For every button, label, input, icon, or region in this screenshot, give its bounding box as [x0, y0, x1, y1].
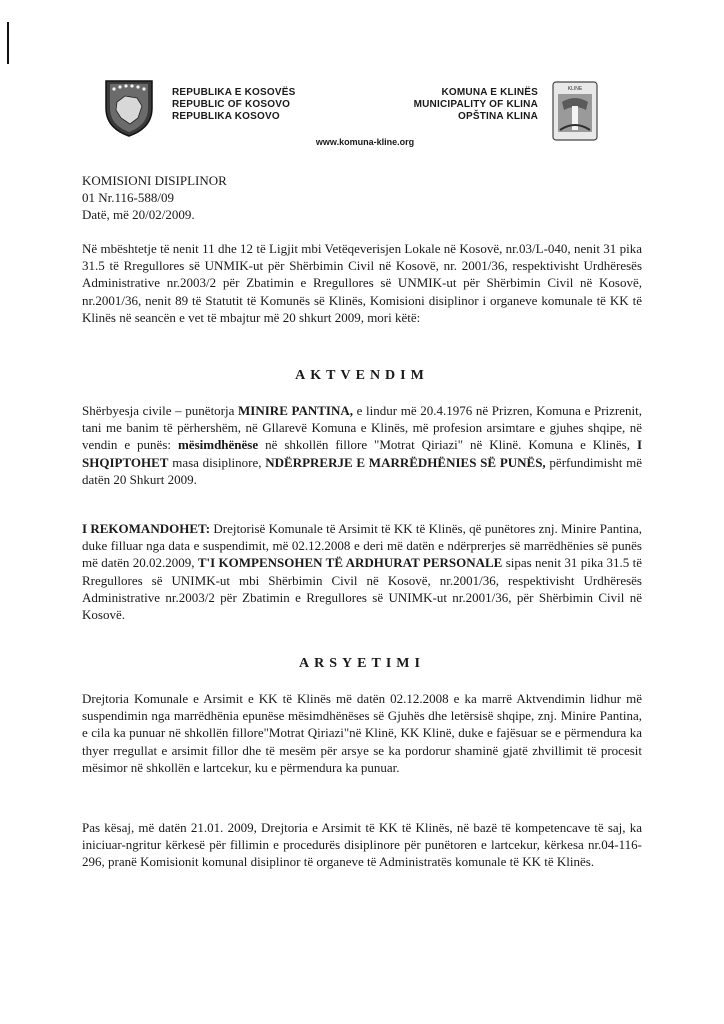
compensation-clause: T'I KOMPENSOHEN TË ARDHURAT PERSONALE — [197, 555, 503, 571]
klina-municipality-logo-icon — [550, 80, 600, 144]
decision-text-1: Shërbyesja civile – punëtorja — [82, 403, 239, 418]
employee-position: mësimdhënëse — [177, 437, 259, 453]
document-number: 01 Nr.116-588/09 — [82, 190, 174, 205]
recommendation-paragraph — [82, 520, 642, 623]
disciplinary-measure: NDËRPRERJE E MARRËDHËNIES SË PUNËS, — [265, 454, 546, 470]
employee-name: MINIRE PANTINA, — [238, 403, 354, 418]
reasoning-paragraph-2: Pas kësaj, më datën 21.01. 2009, Drejtoria e Arsimit të KK të Klinës, në bazë të kompetencave të saj, ka iniciuar-ngritur kërkesë për fillimin e procedurës disiplinore për punëtoren e lartcekur, kërkesa nr.04-116-296, pranë Komisionit komunal disiplinor të organeve të Administratës komunale të KK të Klinës. — [82, 820, 642, 870]
municipality-name-english: MUNICIPALITY OF KLINA — [413, 99, 538, 110]
intro-paragraph: Në mbështetje të nenit 11 dhe 12 të Ligjit mbi Vetëqeverisjen Lokale në Kosovë, nr.03/L-040, nenit 31 pika 31.5 të Rregullores së UNMIK-ut për Shërbimin Civil në Kosovë, nr. 2001/36, respektivisht Urdhëresës Administrative nr.2003/2 për Zbatimin e Rregullores së UNMIK-ut për Shërbimin Civil në Kosovë, nr.2001/36, nenit 89 të Statutit të Komunës së Klinës, Komisioni disiplinor i organeve komunale të KK të Klinës në seancën e vet të mbajtur më 20 shkurt 2009, mori këtë: — [82, 241, 642, 325]
municipality-name-serbian: OPŠTINA KLINA — [457, 111, 538, 122]
decision-text-3: në shkollën fillore "Motrat Qiriazi" në Klinë. Komuna e Klinës, — [258, 437, 637, 453]
logo-text: KLINE — [567, 86, 583, 92]
decision-text-4: masa disiplinore, — [168, 454, 266, 470]
reasoning-paragraph-1: Drejtoria Komunale e Arsimit e KK të Klinës më datën 02.12.2008 e ka marrë Aktvendimin lidhur më suspendimin nga marrëdhënia epunëse mësimdhënëses së Gjuhës dhe letërsisë shqipe, znj. Minire Pantina, e cila ka punuar në shkollën fillore"Motrat Qiriazi"në Klinë, KK Klinë, duke e fajësuar se e përmendura ka thyer rregullat e arsimit fillor dhe të mesëm për arsye se ka pordorur shaminë gjatë zhvillimit të procesit mësimor në shkollën e lartcekur, ku e përmendura ka punuar. — [82, 691, 642, 775]
kosovo-coat-of-arms-icon — [103, 78, 155, 138]
decision-text-5: përfundimisht më datën 20 Shkurt 2009. — [82, 454, 642, 487]
decision-heading: AKTVENDIM — [295, 368, 429, 383]
document-date: Datë, më 20/02/2009. — [82, 207, 195, 222]
republic-name-serbian: REPUBLIKA KOSOVO — [172, 111, 280, 122]
recommendation-label: I REKOMANDOHET: — [82, 521, 211, 536]
municipality-heading — [414, 87, 538, 123]
republic-name-english: REPUBLIC OF KOSOVO — [172, 99, 291, 110]
imposed-label: I SHQIPTOHET — [82, 437, 643, 470]
commission-name: KOMISIONI DISIPLINOR — [82, 173, 227, 188]
decision-paragraph — [82, 402, 642, 488]
website-line — [0, 137, 724, 147]
recommendation-text-1: Drejtorisë Komunale të Arsimit të KK të Klinës, që punëtores znj. Minire Pantina, duke filluar nga data e suspendimit, më 02.12.2008 e deri më datën e ndërprerjes së marrëdhënies së punës më datën 20.02.2009, — [82, 521, 642, 571]
recommendation-text-2: sipas nenit 31 pika 31.5 të Rregullores së UNIMK-ut mbi Shërbimin Civil në Kosovë, nr.2001/36, respektivisht Urdhëresës Administrative nr.2003/2 për Zbatimin e Rregullores së UNIMK-ut nr.2001/36, për Shërbimin Civil në Kosovë. — [82, 555, 642, 623]
scan-margin-mark — [7, 22, 9, 64]
letterhead — [0, 74, 724, 160]
decision-text-2: e lindur më 20.4.1976 në Prizren, Komuna e Prizrenit, tani me banim të përhershëm, në Gllarevë Komuna e Klinës, më profesion arsimtare e gjuhes shqipe, në vendin e punës: — [82, 403, 642, 453]
website-link[interactable]: www.komuna-kline.org — [315, 137, 415, 147]
document-reference — [82, 172, 227, 223]
republic-heading — [172, 87, 295, 123]
municipality-name-albanian: KOMUNA E KLINËS — [441, 87, 538, 98]
reasoning-heading: ARSYETIMI — [299, 656, 425, 671]
republic-name-albanian: REPUBLIKA E KOSOVËS — [172, 87, 296, 98]
